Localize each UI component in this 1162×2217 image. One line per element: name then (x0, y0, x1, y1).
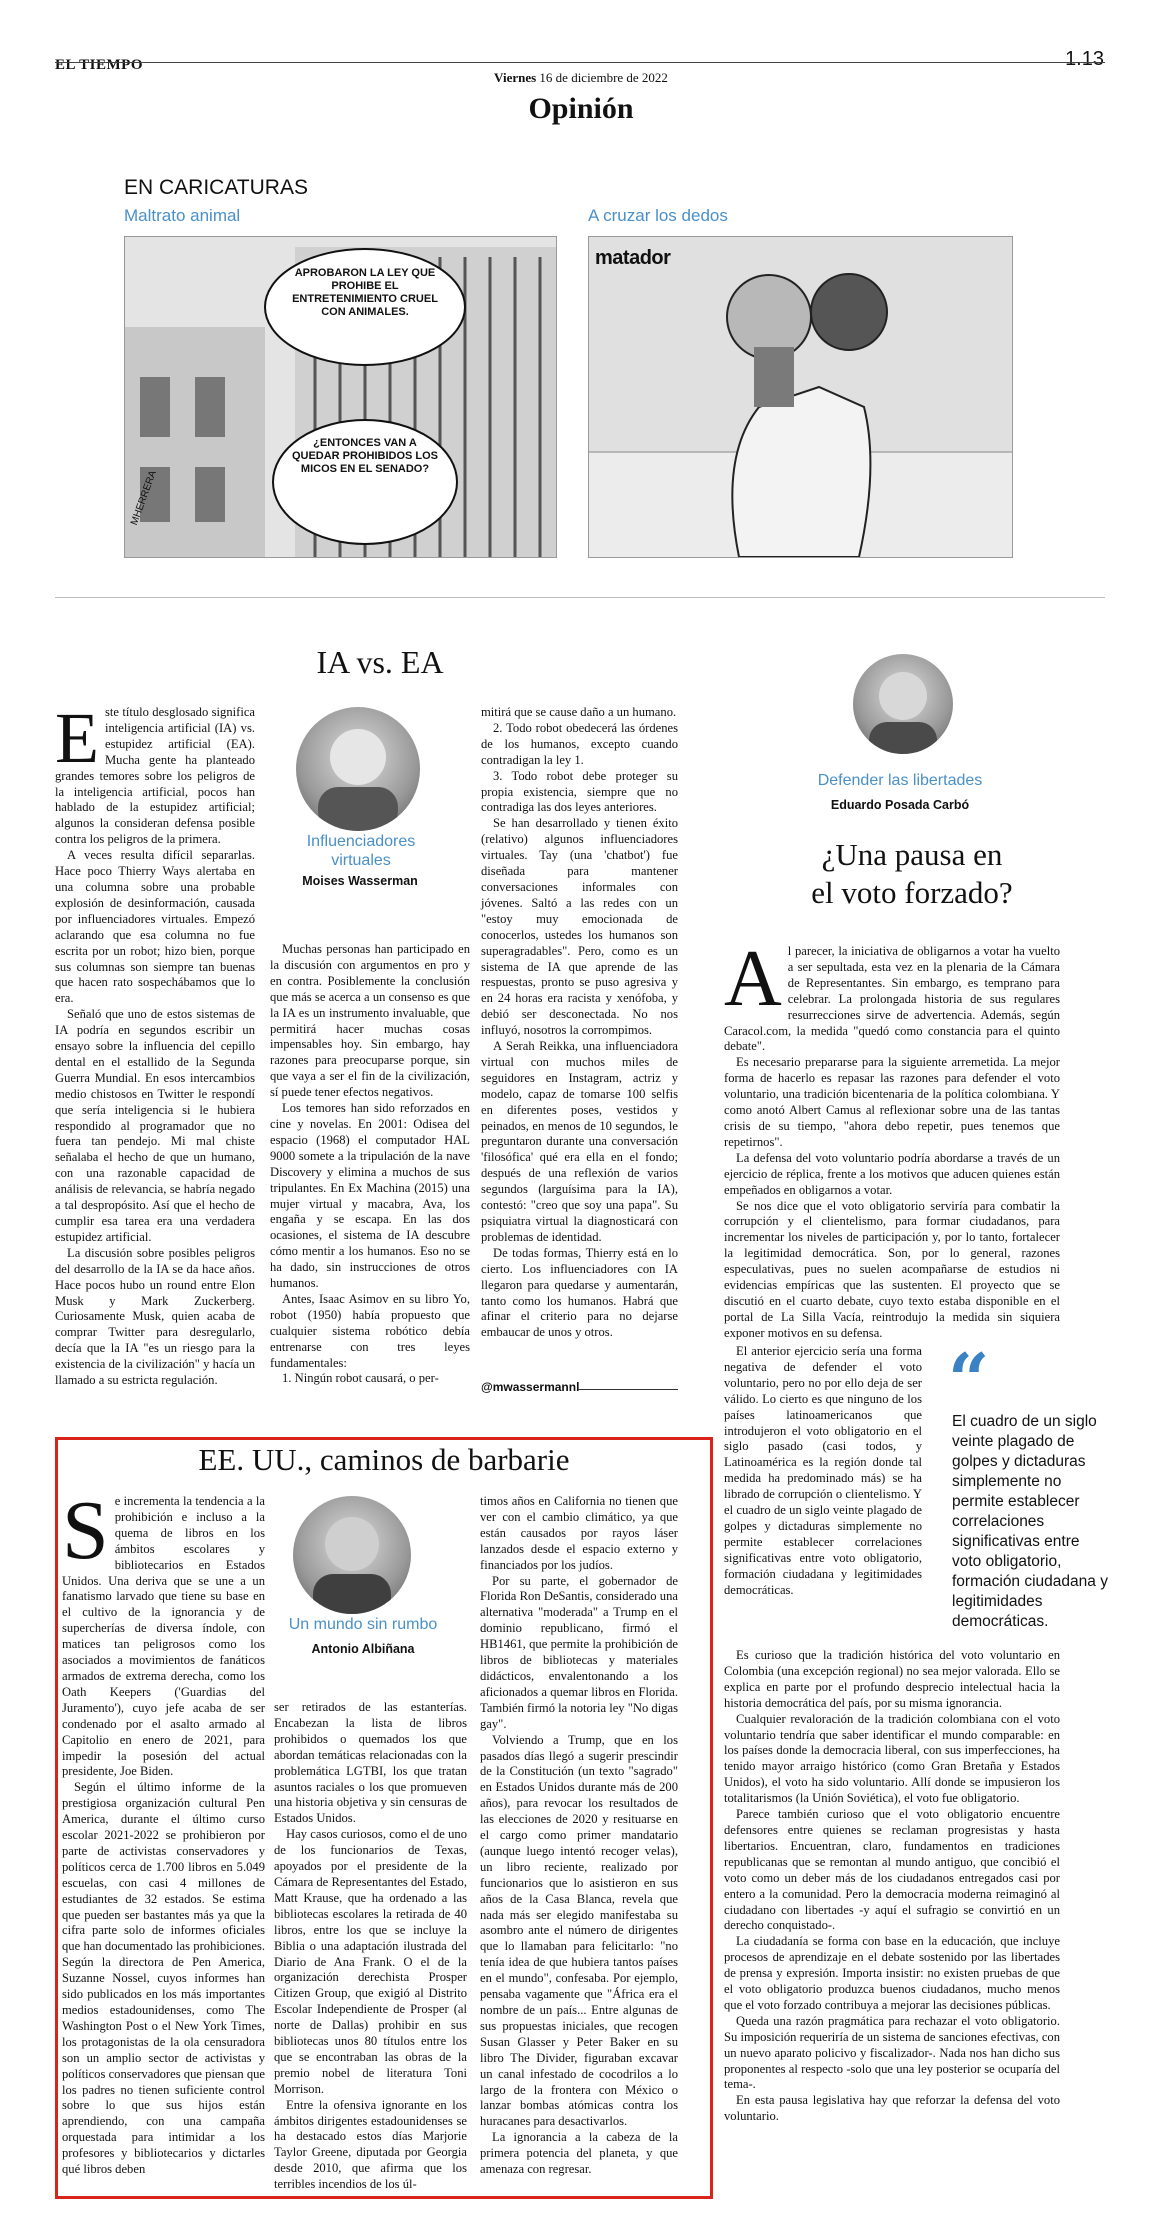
bubble2-text: ¿ENTONCES VAN A QUEDAR PROHIBIDOS LOS MICOS EN EL SENADO? (291, 437, 439, 475)
paragraph: Entre la ofensiva ignorante en los ámbitos dirigentes estadounidenses se ha destacado estos días Marjorie Taylor Greene, diputada por Georgia desde 2010, que afirma que los terribles incendios de los úl- (274, 2097, 467, 2192)
voto-title-line1: ¿Una pausa en (821, 837, 1003, 872)
voto-dropcap: A (724, 935, 782, 1023)
caricatura-left-title: Maltrato animal (124, 206, 241, 225)
paragraph: Queda una razón pragmática para rechazar el voto obligatorio. Su imposición requeriría de un sistema de sanciones efectivas, con un nuevo aparato policivo y fiscalizador-. Nada nos han dicho sus proponentes al respecto -solo que una ley posterior se ocuparía del tema-. (724, 2013, 1060, 2092)
paragraph: Muchas personas han participado en la discusión con argumentos en pro y en contra. Posiblemente la conclusión que más se acerca a un consenso es que la IA es un instrumento invaluable, que permitirá hacer muchas cosas impensables hoy. Sin embargo, hay razones para preocuparse porque, sin que vaya a ser el fin de la civilización, sí puede tener efectos negativos. (270, 942, 470, 1100)
quote-icon: “ (948, 1337, 990, 1422)
barbarie-col2 (274, 1700, 467, 2193)
date-weekday: Viernes (494, 70, 537, 85)
date-line (0, 70, 1162, 86)
paragraph: El anterior ejercicio sería una forma negativa de defender el voto voluntario, pero no por ello deja de ser válido. Lo cierto es que ninguno de los países latinoamericanos que introdujeron el voto obligatorio en el siglo pasado (casi todos, y Latinoamérica es la región donde tal medida ha predominado más) se ha librado de corrupción o clientelismo. Y el cuadro de un siglo veinte plagado de golpes y dictaduras simplemente no permite establecer correlaciones significativas entre voto obligatorio, formación ciudadana y legitimidades democráticas. (724, 1344, 922, 1597)
voto-col-top (724, 935, 1060, 1342)
paragraph: Es necesario prepararse para la siguiente arremetida. La mejor forma de hacerlo es repasar las razones para defender el voto voluntario, una tradición bicentenaria de la política colombiana. Y como anotó Albert Camus al reflexionar sobre una de las tantas crisis de su tiempo, "ahora debo repetir, pues tenemos que repetirnos". (724, 1055, 1060, 1149)
ia-column-name: Influenciadores virtuales (306, 833, 416, 869)
voto-col-bottom (724, 1648, 1060, 2125)
paragraph: Antes, Isaac Asimov en su libro Yo, robot (1950) había propuesto que cualquier sistema robótico debía entrenarse con tres leyes fundamentales: (270, 1291, 470, 1370)
paragraph: Según el último informe de la prestigiosa organización cultural Pen America, durante el último curso escolar 2021-2022 se prohibieron por parte de activistas conservadores y políticos cerca de 1.700 libros en 5.049 escuelas, con casi 4 millones de estudiantes de 32 estados. Se estima que pueden ser bastantes más ya que la cifra parte solo de informes oficiales que han documentado las prohibiciones. Según la directora de Pen America, Suzanne Nossel, cuyos informes han sido publicados en los más importantes medios estadounidenses, como The Washington Post o el New York Times, los protagonistas de la ola censuradora son un amplio sector de activistas y políticos conservadores que piensan que los padres no tienen suficiente control sobre lo que sus hijos están aprendiendo, con una campaña orquestada para intimidar a los profesores y bibliotecarios y dictarles qué libros deben (62, 1780, 265, 2177)
barbarie-title: EE. UU., caminos de barbarie (198, 1442, 570, 1477)
barbarie-column-name: Un mundo sin rumbo (288, 1616, 438, 1633)
paragraph: La ciudadanía se forma con base en la educación, que incluye procesos de aprendizaje en el debate sostenido por las libertades de prensa y expresión. Importa insistir: no existen pruebas de que el voto obligatorio produzca buenos ciudadanos, mucho menos que el voto forzado contribuya a mejorar las decisiones públicas. (724, 1934, 1060, 2012)
ia-dropcap: E (55, 698, 99, 778)
author-photo-posada (853, 654, 953, 754)
voto-column-name: Defender las libertades (817, 772, 983, 789)
paragraph: A Serah Reikka, una influenciadora virtual con muchos miles de seguidores en Instagram, actriz y modelo, capaz de tomarse 100 selfis en diferentes poses, vestidos y peinados, en menos de 10 segundos, le preguntaron durante una conversación 'filosófica' qué era ella en el fondo; después de una reflexión de varios segundos (larguísima para la IA), contestó: "creo que soy una papa". Su psiquiatra virtual la diagnosticará con problemas de identidad. (481, 1039, 678, 1244)
paragraph: Por su parte, el gobernador de Florida Ron DeSantis, considerado una alternativa "moderada" a Trump en el dominio republicano, firmó el HB1461, que permite la prohibición de libros de bibliotecas y materiales didácticos, envalentonando a los aficionados a quemar libros en Florida. También firmó la notoria ley "No digas gay". (480, 1573, 679, 1731)
ia-article-col2 (270, 942, 470, 1387)
paragraph: Se han desarrollado y tienen éxito (relativo) algunos influenciadores virtuales. Tay (una 'chatbot') fue diseñada para mantener conversaciones informales con jóvenes. Saltó a las redes con un "estoy muy emocionada de conocerlos, ustedes los humanos son superagradables". Pero, como es un sistema de IA que aprende de las respuestas, pronto se puso agresiva y en 24 horas era racista y xenófoba, y debió ser desconectada. No nos influyó, nosotros la corrompimos. (481, 816, 678, 1038)
author-photo-albinana (293, 1496, 411, 1614)
caricatura-maltrato-animal (124, 236, 557, 558)
paragraph: Es curioso que la tradición histórica del voto voluntario en Colombia (una excepción regional) no sea mejor valorada. Ello se explica en parte por el profundo desprecio intelectual hacia la historia democrática del país, por su misma ignorancia. (724, 1648, 1060, 1710)
paragraph: Parece también curioso que el voto obligatorio encuentre defensores entre quienes se reclaman progresistas y hasta libertarios. Encuentran, claro, fundamentos en tradiciones republicanas que se remontan al mundo antiguo, que concibió el voto como un deber más de los ciudadanos entregados casi por entero a la comunidad. Pero la democracia moderna reimaginó al ciudadano con libertades -y aquí el sufragio se convirtió en un derecho conquistado-. (724, 1807, 1060, 1933)
ia-author: Moises Wasserman (302, 874, 418, 888)
paragraph: Los temores han sido reforzados en cine y novelas. En 2001: Odisea del espacio (1968) el computador HAL 9000 somete a la tripulación de la nave Discovery y elimina a muchos de sus tripulantes. En Ex Machina (2015) una mujer virtual y macabra, Ava, los engaña y se escapa. En las dos ocasiones, el sistema de IA descubre cómo mentir a los humanos. Eso no se ha dado, sin instrucciones de otros humanos. (270, 1101, 470, 1291)
paragraph: mitirá que se cause daño a un humano. (481, 705, 677, 719)
paragraph: Volviendo a Trump, que en los pasados días llegó a sugerir prescindir de la Constitución (un texto "sagrado" en Estados Unidos durante más de 200 años), para revocar los resultados de las elecciones de 2020 y resituarse en el cargo como primer mandatario (aunque luego intentó recoger velas), un libro reciente, realizado por funcionarios que lo asistieron en sus años de la Casa Blanca, revela que nada más ser elegido manifestaba su asombro ante el número de dirigentes que lo llamaban para felicitarlo: "no tenía idea de que hubiera tantos países en el mundo", confesaba. Por ejemplo, pensaba vagamente que "África era el nombre de un país... Entre algunas de sus propuestas iniciales, que recogen Susan Glasser y Peter Baker en su libro The Divider, figuraban excavar un canal infestado de cocodrilos a lo largo de la frontera con México o lanzar bombas atómicas contra los huracanes para desactivarlos. (480, 1732, 678, 2129)
ia-handle: @mwassermannl (481, 1380, 580, 1394)
date-rest: 16 de diciembre de 2022 (539, 70, 668, 85)
bubble1-text: APROBARON LA LEY QUE PROHIBE EL ENTRETENIMIENTO CRUEL CON ANIMALES. (292, 267, 438, 318)
barbarie-col3 (480, 1494, 678, 2178)
pullquote: El cuadro de un siglo veinte plagado de golpes y dictaduras simplemente no permite establecer correlaciones significativas entre voto obligatorio, formación ciudadana y legitimidades democráticas. (952, 1413, 1108, 1630)
section-title: Opinión (528, 92, 634, 125)
paragraph: timos años en California no tienen que ver con el cambio climático, ya que están causados por rayos láser lanzados desde el espacio externo y financiados por los judíos. (480, 1494, 678, 1572)
paragraph: De todas formas, Thierry está en lo cierto. Los influenciadores con IA llegaron para quedarse y aumentarán, tanto como los humanos. Habrá que afinar el criterio para no dejarse embaucar de unos y otros. (481, 1245, 678, 1340)
page-number: 1.13 (1065, 48, 1104, 70)
caricaturas-divider (55, 597, 1105, 598)
voto-col-narrow (724, 1344, 922, 1599)
paragraph: ste título desglosado significa inteligencia artificial (IA) vs. estupidez artificial (EA). Mucha gente ha planteado grandes temores sobre los peligros de la inteligencia artificial, pocos han hablado de la estupidez artificial; algunos la consideran defensa posible contra los peligros de la primera. (55, 705, 255, 847)
masthead: EL TIEMPO (55, 57, 143, 73)
paragraph: e incrementa la tendencia a la prohibición e incluso a la quema de libros en los ámbitos escolares y bibliotecarios en Estados Unidos. Una deriva que se une a un fanatismo larvado que tiene su base en el cultivo de la ignorancia y de supercherías de diversa índole, con matices tan peligrosos como los asociados a movimientos de fanáticos armados de extrema derecha, como los Oath Keepers ('Guardias del Juramento'), cuyo jefe acaba de ser condenado por el asalto armado al Capitolio en enero de 2021, para impedir la posesión del actual presidente, Joe Biden. (62, 1494, 265, 1779)
paragraph: 1. Ningún robot causará, o per- (282, 1371, 439, 1386)
paragraph: La discusión sobre posibles peligros del desarrollo de la IA se da hace años. Hace pocos hubo un round entre Elon Musk y Mark Zuckerberg. Curiosamente Musk, quien acaba de comprar Twitter para desregularlo, decía que la IA "es un riesgo para la existencia de la civilización" y hacía un llamado a su estricta regulación. (55, 1245, 255, 1388)
caricaturas-heading: EN CARICATURAS (124, 176, 308, 199)
caricatura-right-title: A cruzar los dedos (588, 206, 728, 225)
paragraph: l parecer, la iniciativa de obligarnos a votar ha vuelto a ser sepultada, esta vez en la plenaria de la Cámara de Representantes. Sin embargo, es temprano para celebrar. La prolongada historia de sus regulares resurrecciones sirve de advertencia. Además, según Caracol.com, la medida "quedó como constancia para el quinto debate". (724, 944, 1060, 1054)
voto-title-line2: el voto forzado? (811, 875, 1013, 910)
barbarie-author: Antonio Albiñana (311, 1642, 415, 1656)
paragraph: 3. Todo robot debe proteger su propia existencia, siempre que no contradiga las dos leyes anteriores. (481, 768, 678, 815)
paragraph: Se nos dice que el voto obligatorio serviría para combatir la corrupción y el clientelismo, para formar ciudadanos, para incrementar los niveles de participación y, por lo tanto, fortalecer la legitimidad democrática. Son, por lo general, razones especulativas, pues no suelen acompañarse de estudios ni evidencias empíricas que las sustenten. El proyecto que se discutió en el cuarto debate, cuyo texto estaba disponible en el portal de La Silla Vacía, reintrodujo la medida sin siquiera exponer motivos en su defensa. (724, 1198, 1060, 1340)
paragraph: Señaló que uno de estos sistemas de IA podría en segundos escribir un ensayo sobre la influencia del cepillo dental en el estallido de la Segunda Guerra Mundial. En esos intercambios medio chistosos en Twitter le respondí que sería inteligencia si le hubiera respondido al programador que no fuera tan pendejo. Mi mal chiste señalaba el hecho de que un humano, con una razonable capacidad de análisis de relevancia, se habría negado a tal despropósito. Así que el hecho de cumplir esa tarea era una verdadera estupidez artificial. (55, 1007, 255, 1244)
crossed-fingers-drawing (589, 237, 1012, 557)
header-rule (55, 62, 1105, 63)
author-photo-wasserman (296, 707, 420, 831)
cartoon-signature: MHERRERA (129, 469, 159, 527)
paragraph: 2. Todo robot obedecerá las órdenes de los humanos, excepto cuando contradigan la ley 1. (481, 720, 678, 767)
caricatura-cruzar-dedos (588, 236, 1013, 558)
barbarie-col1 (62, 1484, 265, 2178)
paragraph: En esta pausa legislativa hay que reforzar la defensa del voto voluntario. (724, 2093, 1060, 2124)
voto-author: Eduardo Posada Carbó (830, 798, 970, 812)
paragraph: La defensa del voto voluntario podría abordarse a través de un ejercicio de réplica, frente a los motivos que aducen quienes están empeñados en obligarnos a votar. (724, 1150, 1060, 1197)
barbarie-dropcap: S (62, 1484, 109, 1577)
matador-signature: matador (595, 247, 671, 269)
voto-title (722, 836, 1102, 912)
paragraph: Hay casos curiosos, como el de uno de los funcionarios de Texas, apoyados por el presidente de la Cámara de Representantes del Estado, Matt Krause, que ha ordenado a las bibliotecas escolares la retirada de 40 libros, entre los que se incluye la Biblia o una adaptación ilustrada del Diario de Ana Frank. O el de la organización derechista Prosper Citizen Group, que exigió al Distrito Escolar Independiente de Prosper (al norte de Dallas) prohibir en sus bibliotecas unos 80 títulos entre los que se encontraban las obras de la premio nobel de literatura Toni Morrison. (274, 1827, 467, 2096)
ia-article-col3 (481, 705, 678, 1341)
paragraph: La ignorancia a la cabeza de la primera potencia del planeta, y que amenaza con regresar. (480, 2130, 678, 2177)
paragraph: A veces resulta difícil separarlas. Hace poco Thierry Ways alertaba en una columna sobre una probable explosión de desinformación, causada por influenciadores virtuales. Empezó aclarando que esa columna no fue escrita por un robot; hizo bien, porque sus columnas son siempre tan buenas que hacen rato sospechábamos que lo era. (55, 848, 255, 1006)
paragraph: Cualquier revaloración de la tradición colombiana con el voto voluntario tendría que saber identificar el mundo comparable: en los países donde la democracia liberal, con sus imperfecciones, ha tenido mayor arraigo histórico (como Gran Bretaña y Estados Unidos), el voto ha sido voluntario. Allí donde se impusieron los totalitarismos (la Unión Soviética), el voto fue obligatorio. (724, 1711, 1060, 1806)
ia-article-col1 (55, 698, 255, 1389)
ia-article-title: IA vs. EA (316, 644, 444, 680)
ia-handle-rule (578, 1389, 678, 1390)
paragraph: ser retirados de las estanterías. Encabezan la lista de libros prohibidos o quemados los que abordan temáticas relacionadas con la problemática LGTBI, los que tratan asuntos raciales o los que promueven una historia objetiva y sin censuras de Estados Unidos. (274, 1700, 467, 1826)
